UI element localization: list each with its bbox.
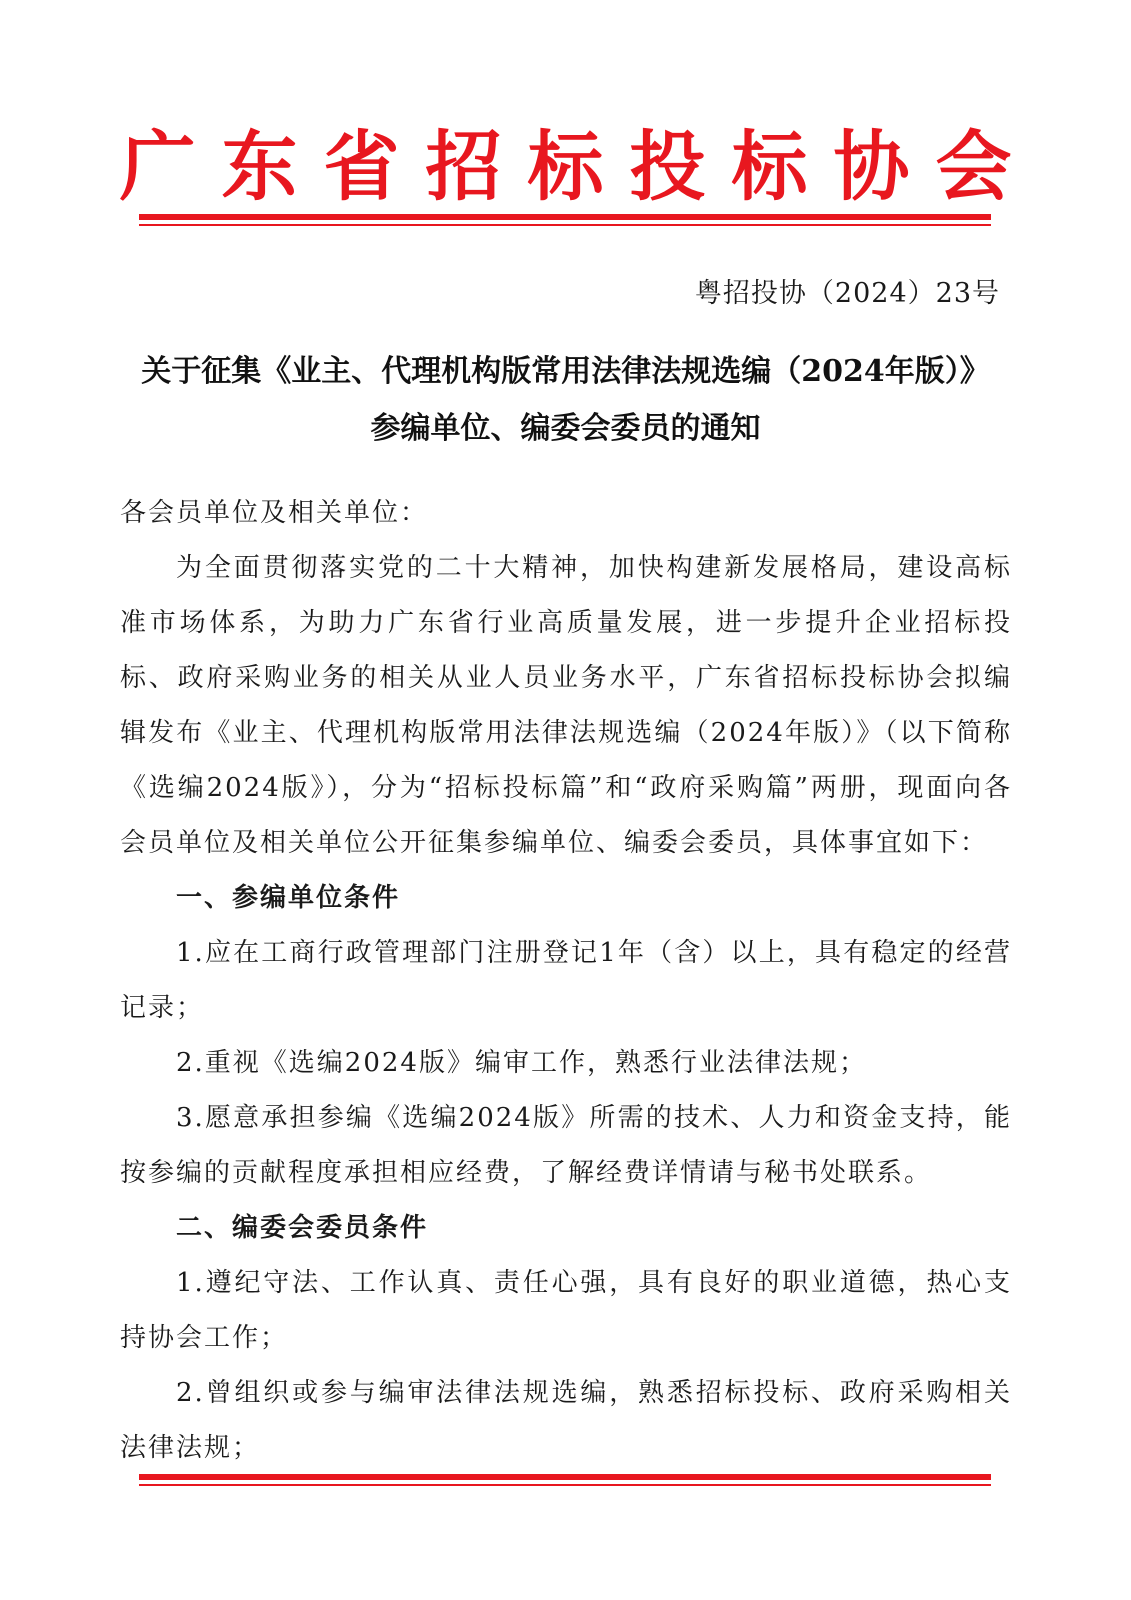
header-divider-thick bbox=[139, 214, 991, 220]
intro-paragraph: 为全面贯彻落实党的二十大精神，加快构建新发展格局，建设高标准市场体系，为助力广东省行业高质量发展，进一步提升企业招标投标、政府采购业务的相关从业人员业务水平，广东省招标投标协会拟编辑发布《业主、代理机构版常用法律法规选编（2024年版）》（以下简称《选编2024版》），分为“招标投标篇”和“政府采购篇”两册，现面向各会员单位及相关单位公开征集参编单位、编委会委员，具体事宜如下： bbox=[120, 553, 1012, 858]
document-number: 粤招投协（2024）23号 bbox=[694, 278, 1000, 309]
notice-title-line2: 参编单位、编委会委员的通知 bbox=[370, 411, 761, 446]
salutation: 各会员单位及相关单位： bbox=[120, 498, 429, 528]
section2-item2: 2.曾组织或参与编审法律法规选编，熟悉招标投标、政府采购相关法律法规； bbox=[120, 1378, 1012, 1463]
header-divider-thin bbox=[139, 224, 991, 226]
footer-divider-thin bbox=[139, 1484, 991, 1486]
footer-divider-thick bbox=[139, 1474, 991, 1480]
notice-body bbox=[120, 486, 1012, 1476]
section1-item3: 3.愿意承担参编《选编2024版》所需的技术、人力和资金支持，能按参编的贡献程度承担相应经费，了解经费详情请与秘书处联系。 bbox=[120, 1103, 1012, 1188]
section2-item1: 1.遵纪守法、工作认真、责任心强，具有良好的职业道德，热心支持协会工作； bbox=[120, 1268, 1012, 1353]
section2-heading: 二、编委会委员条件 bbox=[176, 1213, 429, 1243]
section1-heading: 一、参编单位条件 bbox=[176, 883, 401, 913]
notice-title-line1: 关于征集《业主、代理机构版常用法律法规选编（2024年版）》 bbox=[141, 354, 990, 389]
org-letterhead-title: 广东省招标投标协会 bbox=[119, 122, 1038, 211]
section1-item2: 2.重视《选编2024版》编审工作，熟悉行业法律法规； bbox=[176, 1048, 867, 1078]
section1-item1: 1.应在工商行政管理部门注册登记1年（含）以上，具有稳定的经营记录； bbox=[120, 938, 1012, 1023]
